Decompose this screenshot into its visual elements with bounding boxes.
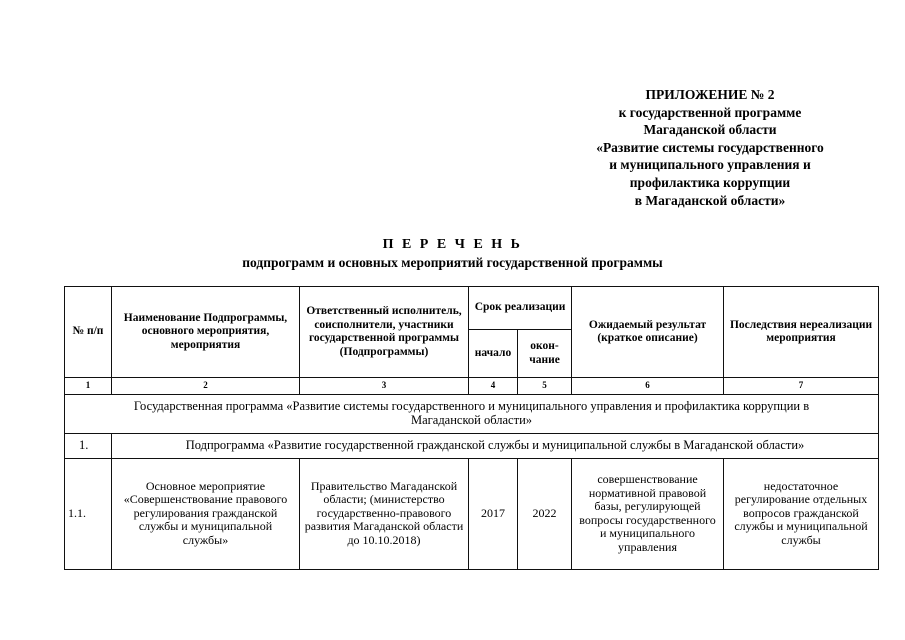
subprogram-title: Подпрограмма «Развитие государственной гражданской службы и муниципальной службы в Магаданской области» xyxy=(112,433,879,458)
row-consequences: недостаточное регулирование отдельных вопросов гражданской службы и муниципальной службы xyxy=(724,458,879,569)
header-name: Наименование Подпрограммы, основного мероприятия, мероприятия xyxy=(112,287,300,378)
header-consequences: Последствия нереализации мероприятия xyxy=(724,287,879,378)
program-title: Государственная программа «Развитие системы государственного и муниципального управления и профилактика коррупции в Магаданской области» xyxy=(65,394,879,433)
document-title xyxy=(0,236,905,272)
program-row xyxy=(65,394,879,433)
row-executor: Правительство Магаданской области; (министерство государственно-правового развития Магаданской области до 10.10.2018) xyxy=(300,458,469,569)
column-number-row xyxy=(65,378,879,395)
subprogram-num: 1. xyxy=(65,433,112,458)
column-number: 4 xyxy=(469,378,518,395)
subprogram-row xyxy=(65,433,879,458)
header-executor: Ответственный исполнитель, соисполнители, участники государственной программы (Подпрограммы) xyxy=(300,287,469,378)
appendix-heading: ПРИЛОЖЕНИЕ № 2 xyxy=(645,87,775,102)
row-num: 1.1. xyxy=(65,458,112,569)
title-main: П Е Р Е Ч Е Н Ь xyxy=(382,237,523,252)
row-result: совершенствование нормативной правовой базы, регулирующей вопросы государственного и муниципального управления xyxy=(572,458,724,569)
header-start: начало xyxy=(469,330,518,378)
appendix-line: Магаданской области xyxy=(643,122,777,138)
header-row xyxy=(65,287,879,330)
row-start: 2017 xyxy=(469,458,518,569)
column-number: 6 xyxy=(572,378,724,395)
column-number: 5 xyxy=(518,378,572,395)
appendix-line: профилактика коррупции xyxy=(629,174,791,190)
appendix-line: в Магаданской области» xyxy=(634,192,786,208)
title-subtitle: подпрограмм и основных мероприятий государственной программы xyxy=(242,255,663,270)
row-end: 2022 xyxy=(518,458,572,569)
column-number: 3 xyxy=(300,378,469,395)
column-number: 2 xyxy=(112,378,300,395)
header-period: Срок реализации xyxy=(469,287,572,330)
table-row xyxy=(65,458,879,569)
programs-table xyxy=(64,286,879,570)
appendix-header xyxy=(540,86,880,209)
column-number: 1 xyxy=(65,378,112,395)
header-end: окон-чание xyxy=(518,330,572,378)
row-name: Основное мероприятие «Совершенствование правового регулирования гражданской службы и муниципальной службы» xyxy=(112,458,300,569)
appendix-line: «Развитие системы государственного xyxy=(596,139,824,155)
column-number: 7 xyxy=(724,378,879,395)
appendix-line: и муниципального управления и xyxy=(609,157,811,173)
header-result: Ожидаемый результат (краткое описание) xyxy=(572,287,724,378)
header-num: № п/п xyxy=(65,287,112,378)
appendix-line: к государственной программе xyxy=(618,104,802,120)
